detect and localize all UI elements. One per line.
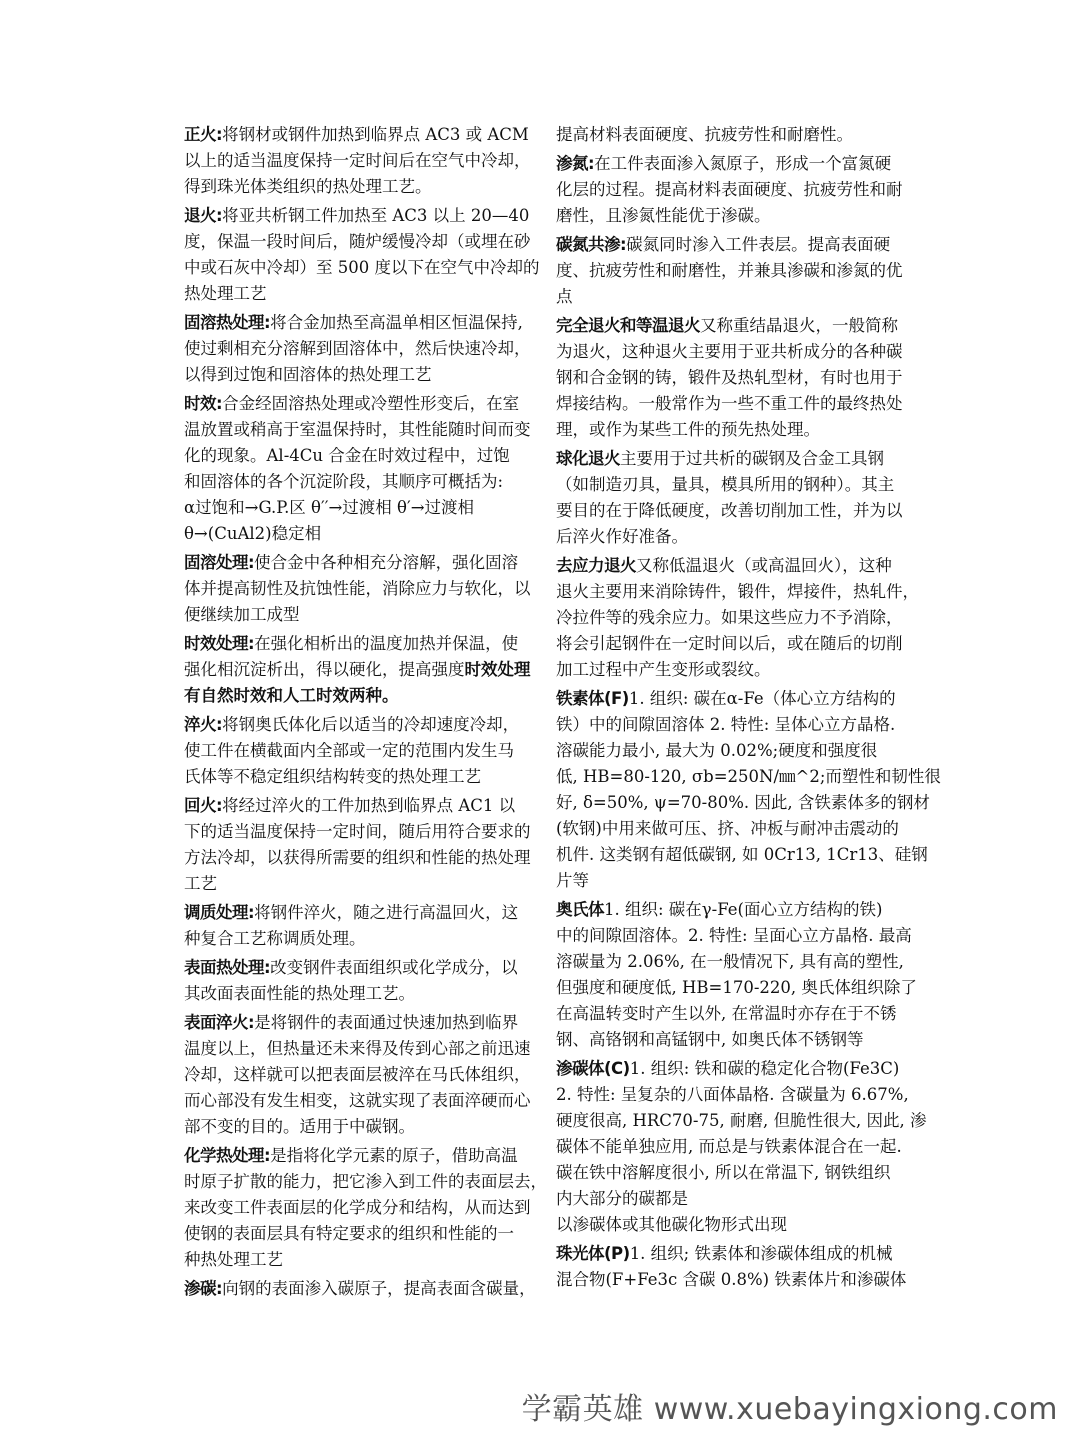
right-column bbox=[556, 122, 941, 1296]
entry-text: 将钢奥氏体化后以适当的冷却速度冷却， bbox=[222, 715, 520, 734]
entry-text: 部不变的目的。适用于中碳钢。 bbox=[184, 1117, 415, 1136]
entry-line bbox=[184, 738, 524, 764]
entry-line bbox=[184, 1114, 524, 1140]
entry-line bbox=[556, 657, 898, 683]
entry-line bbox=[556, 151, 898, 177]
entry-text: 碳氮同时渗入工件表层。提高表面硬 bbox=[626, 235, 891, 254]
entry-text: 度，保温一段时间后，随炉缓慢冷却（或埋在砂 bbox=[184, 232, 531, 251]
entry-text: 2. 特性: 呈复杂的八面体晶格. 含碳量为 6.67%, bbox=[556, 1085, 909, 1104]
definition-entry bbox=[184, 550, 531, 628]
entry-line bbox=[184, 819, 531, 845]
entry-text: 冷拉件等的残余应力。如果这些应力不予消除， bbox=[556, 608, 903, 627]
term-heading: 回火: bbox=[184, 796, 223, 815]
term-heading: 碳氮共渗: bbox=[556, 235, 627, 254]
entry-line bbox=[184, 955, 524, 981]
entry-text: 混合物(F+Fe3c 含碳 0.8%) 铁素体片和渗碳体 bbox=[556, 1270, 907, 1289]
term-heading: 奥氏体 bbox=[556, 900, 604, 919]
entry-line bbox=[184, 174, 524, 200]
term-heading: 表面淬火: bbox=[184, 1013, 255, 1032]
entry-line bbox=[184, 148, 531, 174]
definition-entry bbox=[184, 900, 524, 952]
entry-line bbox=[184, 1062, 531, 1088]
entry-text: 磨性，且渗氮性能优于渗碳。 bbox=[556, 206, 771, 225]
entry-line bbox=[556, 1082, 909, 1108]
entry-text: 又称低温退火（或高温回火），这种 bbox=[636, 556, 892, 575]
definition-entry bbox=[556, 232, 903, 310]
entry-text: 低, HB=80-120, σb=250N/㎜^2;而塑性和韧性很 bbox=[556, 767, 941, 786]
term-heading: 完全退火和等温退火 bbox=[556, 316, 700, 335]
entry-line bbox=[556, 1108, 927, 1134]
entry-text: 热处理工艺 bbox=[184, 284, 267, 303]
entry-line bbox=[184, 631, 524, 657]
entry-text: 以上的适当温度保持一定时间后在空气中冷却， bbox=[184, 151, 531, 170]
entry-line bbox=[184, 1195, 531, 1221]
entry-text: 化层的过程。提高材料表面硬度、抗疲劳性和耐 bbox=[556, 180, 903, 199]
entry-line bbox=[184, 229, 531, 255]
entry-text: 将合金加热至高温单相区恒温保持, bbox=[270, 313, 523, 332]
entry-line bbox=[556, 524, 898, 550]
definition-entry bbox=[556, 1241, 907, 1293]
entry-text: 提高材料表面硬度、抗疲劳性和耐磨性。 bbox=[556, 125, 853, 144]
entry-text: 碳体不能单独应用, 而总是与铁素体混合在一起. bbox=[556, 1137, 902, 1156]
entry-text: （如制造刃具，量具，模具所用的钢种）。其主 bbox=[556, 475, 895, 494]
entry-line bbox=[556, 1001, 898, 1027]
term-heading: 珠光体(P) bbox=[556, 1244, 630, 1263]
entry-text: 将亚共析钢工件加热至 AC3 以上 20—40 bbox=[222, 206, 530, 225]
term-heading: 调质处理: bbox=[184, 903, 255, 922]
entry-text: 得到珠光体类组织的热处理工艺。 bbox=[184, 177, 432, 196]
entry-text: 片等 bbox=[556, 871, 589, 890]
entry-text: 理，或作为某些工件的预先热处理。 bbox=[556, 420, 820, 439]
entry-text: 1. 组织; 铁素体和渗碳体组成的机械 bbox=[629, 1244, 893, 1263]
definition-entry bbox=[184, 391, 531, 547]
entry-line bbox=[556, 842, 928, 868]
definition-entry bbox=[556, 1056, 927, 1238]
entry-line bbox=[556, 313, 898, 339]
entry-text: 后淬火作好准备。 bbox=[556, 527, 688, 546]
entry-text: 在强化相析出的温度加热并保温，使 bbox=[254, 634, 519, 653]
entry-line bbox=[184, 362, 524, 388]
entry-line bbox=[556, 631, 903, 657]
entry-line bbox=[184, 1088, 531, 1114]
entry-text: 和固溶体的各个沉淀阶段，其顺序可概括为: bbox=[184, 472, 504, 491]
entry-text: 使过剩相充分溶解到固溶体中，然后快速冷却， bbox=[184, 339, 531, 358]
entry-line bbox=[556, 365, 903, 391]
entry-line bbox=[184, 310, 524, 336]
entry-line bbox=[184, 495, 524, 521]
entry-text: 退火主要用来消除铸件，锻件，焊接件，热轧件， bbox=[556, 582, 919, 601]
entry-text: 机件. 这类钢有超低碳钢, 如 0Cr13, 1Cr13、硅钢 bbox=[556, 845, 928, 864]
entry-text: 温放置或稍高于室温保持时，其性能随时间而变 bbox=[184, 420, 531, 439]
term-heading: 固溶处理: bbox=[184, 553, 255, 572]
term-heading: 淬火: bbox=[184, 715, 223, 734]
entry-text: 是将钢件的表面通过快速加热到临界 bbox=[254, 1013, 519, 1032]
entry-text: 溶碳量为 2.06%, 在一般情况下, 具有高的塑性, bbox=[556, 952, 904, 971]
entry-text: 钢、高铬钢和高锰钢中, 如奥氏体不锈钢等 bbox=[556, 1030, 864, 1049]
entry-text: 强化相沉淀析出，得以硬化，提高强度 bbox=[184, 660, 465, 679]
definition-entry bbox=[556, 553, 919, 683]
entry-line bbox=[556, 232, 898, 258]
definition-entry bbox=[184, 122, 531, 200]
entry-line bbox=[556, 712, 898, 738]
entry-text: 下的适当温度保持一定时间，随后用符合要求的 bbox=[184, 822, 531, 841]
entry-text: 钢和合金钢的铸，锻件及热轧型材，有时也用于 bbox=[556, 368, 903, 387]
entry-text: 温度以上，但热量还未来得及传到心部之前迅速 bbox=[184, 1039, 531, 1058]
entry-line bbox=[556, 498, 903, 524]
entry-text: θ→(CuAl2)稳定相 bbox=[184, 524, 322, 543]
definition-entry bbox=[184, 203, 540, 307]
entry-line bbox=[556, 764, 941, 790]
entry-line bbox=[556, 1186, 898, 1212]
entry-text: 铁）中的间隙固溶体 2. 特性: 呈体心立方晶格. bbox=[556, 715, 896, 734]
entry-line bbox=[184, 281, 524, 307]
definition-entry bbox=[184, 712, 524, 790]
site-watermark: 学霸英雄 www.xuebayingxiong.com bbox=[521, 1392, 1058, 1427]
entry-text: 加工过程中产生变形或裂纹。 bbox=[556, 660, 771, 679]
entry-text: 又称重结晶退火，一般简称 bbox=[700, 316, 898, 335]
entry-text: 溶碳能力最小, 最大为 0.02%;硬度和强度很 bbox=[556, 741, 878, 760]
entry-line bbox=[556, 1160, 898, 1186]
entry-line bbox=[556, 284, 898, 310]
entry-text: 化的现象。Al-4Cu 合金在时效过程中，过饱 bbox=[184, 446, 510, 465]
term-heading: 正火: bbox=[184, 125, 223, 144]
entry-line bbox=[556, 579, 919, 605]
entry-text: 将经过淬火的工件加热到临界点 AC1 以 bbox=[222, 796, 516, 815]
entry-line bbox=[184, 764, 524, 790]
entry-text: 其改面表面性能的热处理工艺。 bbox=[184, 984, 415, 1003]
entry-line bbox=[184, 871, 524, 897]
entry-line bbox=[184, 122, 529, 148]
definition-entry bbox=[184, 955, 524, 1007]
term-heading: 渗碳体(C) bbox=[556, 1059, 630, 1078]
entry-text: 时原子扩散的能力，把它渗入到工件的表面层去， bbox=[184, 1172, 547, 1191]
entry-text: 使工件在横截面内全部或一定的范围内发生马 bbox=[184, 741, 514, 760]
entry-text: α过饱和→G.P.区 θ′′→过渡相 θ′→过渡相 bbox=[184, 498, 475, 517]
entry-line bbox=[556, 1267, 907, 1293]
term-heading: 时效: bbox=[184, 394, 223, 413]
entry-line bbox=[556, 177, 903, 203]
entry-text: 向钢的表面渗入碳原子，提高表面含碳量， bbox=[222, 1279, 536, 1298]
entry-text: 体并提高韧性及抗蚀性能，消除应力与软化，以 bbox=[184, 579, 531, 598]
entry-text: 来改变工件表面层的化学成分和结构，从而达到 bbox=[184, 1198, 531, 1217]
entry-line bbox=[556, 122, 898, 148]
entry-line bbox=[556, 738, 898, 764]
entry-text: 度、抗疲劳性和耐磨性，并兼具渗碳和渗氮的优 bbox=[556, 261, 903, 280]
definition-entry bbox=[184, 1143, 547, 1273]
entry-text: 在高温转变时产生以外, 在常温时亦存在于不锈 bbox=[556, 1004, 897, 1023]
entry-line bbox=[184, 1010, 524, 1036]
entry-text: 使钢的表面层具有特定要求的组织和性能的一 bbox=[184, 1224, 514, 1243]
entry-line bbox=[556, 605, 903, 631]
entry-text: 好, δ=50%, ψ=70-80%. 因此, 含铁素体多的钢材 bbox=[556, 793, 930, 812]
entry-text: 是指将化学元素的原子，借助高温 bbox=[270, 1146, 518, 1165]
entry-line bbox=[184, 1169, 547, 1195]
definition-entry bbox=[184, 310, 531, 388]
definition-entry bbox=[184, 1276, 536, 1302]
entry-line bbox=[556, 1241, 898, 1267]
entry-line bbox=[556, 790, 930, 816]
entry-line bbox=[556, 446, 898, 472]
entry-line bbox=[556, 391, 903, 417]
entry-text: 以渗碳体或其他碳化物形式出现 bbox=[556, 1215, 787, 1234]
term-heading: 时效处理: bbox=[184, 634, 255, 653]
entry-text: 而心部没有发生相变，这就实现了表面淬硬而心 bbox=[184, 1091, 531, 1110]
entry-text: 工艺 bbox=[184, 874, 217, 893]
term-heading: 表面热处理: bbox=[184, 958, 271, 977]
entry-text: 将钢件淬火，随之进行高温回火，这 bbox=[254, 903, 519, 922]
entry-text: 改变钢件表面组织或化学成分，以 bbox=[270, 958, 518, 977]
emphasis-text: 时效处理 bbox=[464, 660, 531, 679]
entry-line bbox=[556, 1134, 902, 1160]
entry-line bbox=[184, 443, 524, 469]
entry-text: 中的间隙固溶体。2. 特性: 呈面心立方晶格. 最高 bbox=[556, 926, 912, 945]
entry-line bbox=[556, 923, 912, 949]
entry-line bbox=[184, 712, 524, 738]
entry-line bbox=[184, 1276, 536, 1302]
entry-line bbox=[184, 417, 531, 443]
term-heading: 去应力退火 bbox=[556, 556, 636, 575]
entry-line bbox=[184, 521, 524, 547]
entry-line bbox=[184, 255, 540, 281]
entry-line bbox=[184, 981, 524, 1007]
definition-entry bbox=[184, 631, 531, 709]
entry-line bbox=[184, 1221, 524, 1247]
entry-text: 碳在铁中溶解度很小, 所以在常温下, 钢铁组织 bbox=[556, 1163, 891, 1182]
entry-line bbox=[556, 1212, 898, 1238]
entry-text: 种复合工艺称调质处理。 bbox=[184, 929, 366, 948]
entry-line bbox=[184, 845, 531, 871]
definition-entry bbox=[556, 313, 903, 443]
entry-line bbox=[556, 203, 898, 229]
entry-text: 便继续加工成型 bbox=[184, 605, 300, 624]
entry-line bbox=[556, 868, 898, 894]
entry-text: 1. 组织: 碳在γ-Fe(面心立方结构的铁) bbox=[604, 900, 883, 919]
entry-text: 硬度很高, HRC70-75, 耐磨, 但脆性很大, 因此, 渗 bbox=[556, 1111, 927, 1130]
entry-text: 以得到过饱和固溶体的热处理工艺 bbox=[184, 365, 432, 384]
entry-line bbox=[184, 793, 524, 819]
entry-line bbox=[184, 926, 524, 952]
entry-line bbox=[184, 602, 524, 628]
entry-line bbox=[184, 391, 524, 417]
entry-line bbox=[556, 339, 903, 365]
entry-text: 1. 组织: 铁和碳的稳定化合物(Fe3C) bbox=[629, 1059, 900, 1078]
definition-entry bbox=[556, 686, 941, 894]
definition-entry bbox=[556, 122, 898, 148]
entry-line bbox=[556, 1056, 898, 1082]
entry-text: 在工件表面渗入氮原子，形成一个富氮硬 bbox=[594, 154, 892, 173]
entry-text: 冷却，这样就可以把表面层被淬在马氏体组织， bbox=[184, 1065, 531, 1084]
entry-text: 方法冷却，以获得所需要的组织和性能的热处理 bbox=[184, 848, 531, 867]
entry-text: 焊接结构。一般常作为一些不重工件的最终热处 bbox=[556, 394, 903, 413]
term-heading: 固溶热处理: bbox=[184, 313, 271, 332]
entry-text: (软钢)中用来做可压、挤、冲板与耐冲击震动的 bbox=[556, 819, 899, 838]
entry-text: 氏体等不稳定组织结构转变的热处理工艺 bbox=[184, 767, 481, 786]
entry-text: 将钢材或钢件加热到临界点 AC3 或 ACM bbox=[222, 125, 529, 144]
left-column bbox=[184, 122, 547, 1305]
definition-entry bbox=[184, 1010, 531, 1140]
entry-line bbox=[556, 975, 917, 1001]
entry-line bbox=[556, 472, 898, 498]
entry-line bbox=[556, 686, 898, 712]
entry-text: 要目的在于降低硬度，改善切削加工性，并为以 bbox=[556, 501, 903, 520]
entry-text: 中或石灰中冷却）至 500 度以下在空气中冷却的 bbox=[184, 258, 540, 277]
entry-text: 主要用于过共析的碳钢及合金工具钢 bbox=[620, 449, 884, 468]
entry-text: 种热处理工艺 bbox=[184, 1250, 283, 1269]
definition-entry bbox=[184, 793, 531, 897]
entry-line bbox=[556, 1027, 898, 1053]
entry-text: 合金经固溶热处理或冷塑性形变后，在室 bbox=[222, 394, 520, 413]
entry-line bbox=[556, 949, 904, 975]
term-heading: 化学热处理: bbox=[184, 1146, 271, 1165]
term-heading: 铁素体(F) bbox=[556, 689, 629, 708]
entry-text: 将会引起钢件在一定时间以后，或在随后的切削 bbox=[556, 634, 903, 653]
entry-line bbox=[184, 469, 524, 495]
term-heading: 渗碳: bbox=[184, 1279, 223, 1298]
entry-line bbox=[184, 1143, 524, 1169]
entry-line bbox=[184, 900, 524, 926]
entry-line bbox=[556, 258, 903, 284]
entry-line bbox=[556, 816, 898, 842]
entry-line bbox=[184, 576, 531, 602]
term-heading: 退火: bbox=[184, 206, 223, 225]
entry-line bbox=[184, 550, 524, 576]
term-heading: 球化退火 bbox=[556, 449, 620, 468]
entry-line bbox=[184, 336, 531, 362]
entry-line bbox=[556, 417, 898, 443]
definition-entry bbox=[556, 151, 903, 229]
entry-text: 内大部分的碳都是 bbox=[556, 1189, 688, 1208]
entry-text: 1. 组织: 碳在α-Fe（体心立方结构的 bbox=[628, 689, 896, 708]
term-heading: 渗氮: bbox=[556, 154, 595, 173]
entry-line bbox=[184, 203, 530, 229]
entry-line bbox=[556, 897, 898, 923]
entry-line bbox=[184, 1036, 531, 1062]
entry-line bbox=[556, 553, 898, 579]
entry-text: 点 bbox=[556, 287, 573, 306]
entry-text: 使合金中各种相充分溶解，强化固溶 bbox=[254, 553, 519, 572]
definition-entry bbox=[556, 897, 917, 1053]
emphasis-line: 有自然时效和人工时效两种。 bbox=[184, 686, 399, 705]
entry-text: 为退火，这种退火主要用于亚共析成分的各种碳 bbox=[556, 342, 903, 361]
entry-line bbox=[184, 1247, 524, 1273]
definition-entry bbox=[556, 446, 903, 550]
entry-line bbox=[184, 657, 531, 683]
entry-text: 但强度和硬度低, HB=170-220, 奥氏体组织除了 bbox=[556, 978, 917, 997]
